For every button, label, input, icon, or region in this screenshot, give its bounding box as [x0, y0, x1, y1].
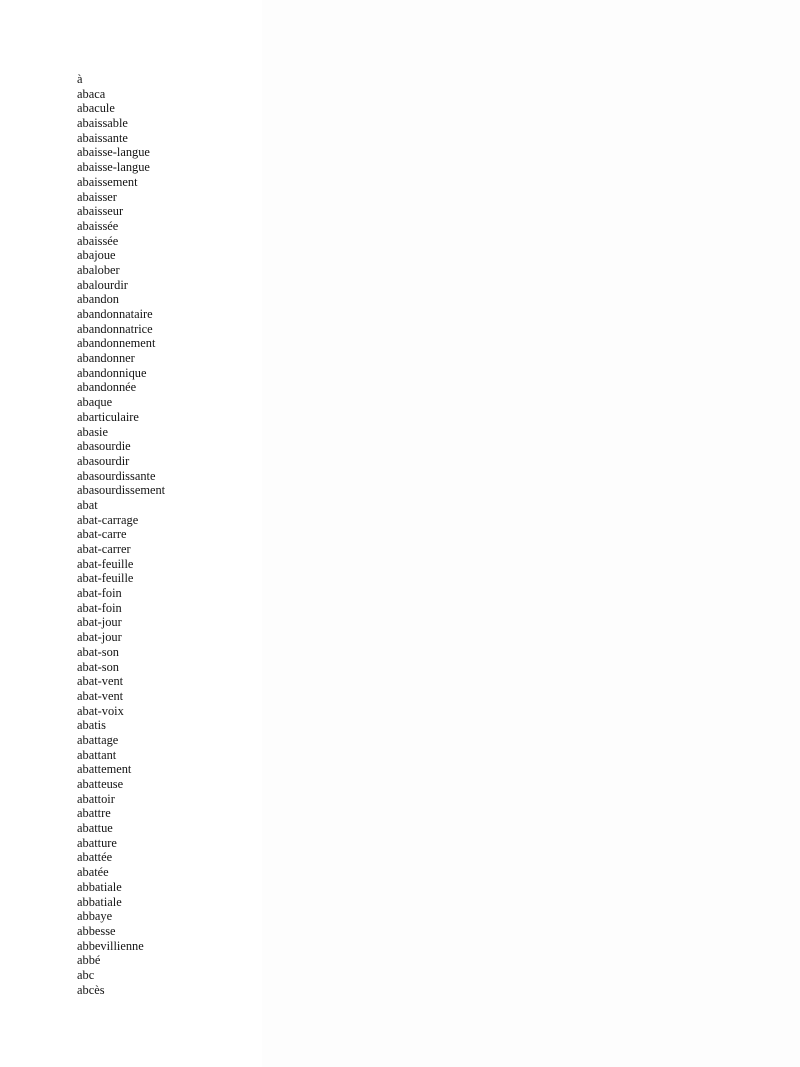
word-entry: abatteuse [77, 777, 124, 791]
word-entry: abandonnique [77, 365, 147, 380]
word-entry: abcès [77, 982, 105, 997]
word-entry: abajoue [77, 248, 116, 263]
word-entry: abat-jour [77, 630, 122, 645]
word-entry: abbaye [77, 909, 113, 924]
word-entry: abatée [77, 865, 109, 880]
word-entry: abaque [77, 395, 113, 410]
word-entry: abat-jour [77, 615, 122, 630]
word-entry: abandonnée [77, 380, 137, 395]
word-entry: abbesse [77, 923, 116, 938]
word-entry: abatture [77, 835, 117, 850]
word-entry: abandon [77, 292, 119, 307]
word-entry: abat-carre [77, 527, 127, 542]
word-entry: abasourdissante [77, 468, 156, 483]
word-entry: abaissée [77, 218, 119, 233]
word-entry: abattoir [77, 791, 115, 806]
word-entry: abandonnataire [77, 307, 153, 321]
word-entry: abasie [77, 424, 108, 439]
word-entry: abbé [77, 953, 101, 968]
word-entry: abaisse-langue [77, 145, 150, 160]
word-entry: abaissante [77, 130, 128, 145]
word-entry: abbevillienne [77, 938, 144, 953]
word-entry: abasourdie [77, 439, 131, 454]
word-entry: abaisser [77, 189, 117, 204]
word-entry: abat-voix [77, 703, 124, 718]
word-entry: abbatiale [77, 879, 122, 894]
word-entry: abat-vent [77, 688, 124, 703]
word-entry: abat-vent [77, 674, 124, 689]
word-entry: abatis [77, 718, 106, 733]
word-entry: abalober [77, 262, 120, 277]
word-entry: abat-carrer [77, 542, 131, 556]
word-entry: abattage [77, 732, 119, 747]
word-entry: abbatiale [77, 894, 122, 909]
word-entry: abalourdir [77, 277, 128, 292]
word-list [77, 72, 165, 997]
word-entry: à [77, 72, 83, 86]
word-entry: abaissable [77, 116, 128, 131]
word-entry: abattant [77, 747, 117, 762]
word-entry: abat-son [77, 644, 119, 659]
word-entry: abat-son [77, 659, 119, 674]
word-entry: abat-carrage [77, 512, 139, 527]
word-entry: abaisse-langue [77, 160, 150, 175]
word-entry: abc [77, 967, 95, 982]
word-entry: abaca [77, 86, 106, 101]
word-entry: abat-feuille [77, 571, 134, 586]
word-entry: abattue [77, 821, 113, 836]
page-background-shade [262, 0, 800, 1067]
word-entry: abat-foin [77, 586, 122, 601]
word-entry: abacule [77, 101, 115, 116]
word-entry: abattée [77, 850, 113, 865]
word-entry: abasourdir [77, 453, 130, 468]
word-entry: abaissée [77, 233, 119, 248]
word-entry: abandonnatrice [77, 321, 153, 336]
word-entry: abasourdissement [77, 483, 166, 498]
word-entry: abattre [77, 806, 111, 821]
word-entry: abat-foin [77, 600, 122, 615]
word-entry: abandonnement [77, 336, 156, 351]
word-entry: abarticulaire [77, 409, 139, 424]
word-entry: abattement [77, 762, 132, 777]
word-entry: abaisseur [77, 204, 124, 219]
word-entry: abandonner [77, 351, 135, 366]
word-entry: abaissement [77, 174, 138, 189]
word-entry: abat-feuille [77, 556, 134, 571]
word-entry: abat [77, 497, 98, 512]
